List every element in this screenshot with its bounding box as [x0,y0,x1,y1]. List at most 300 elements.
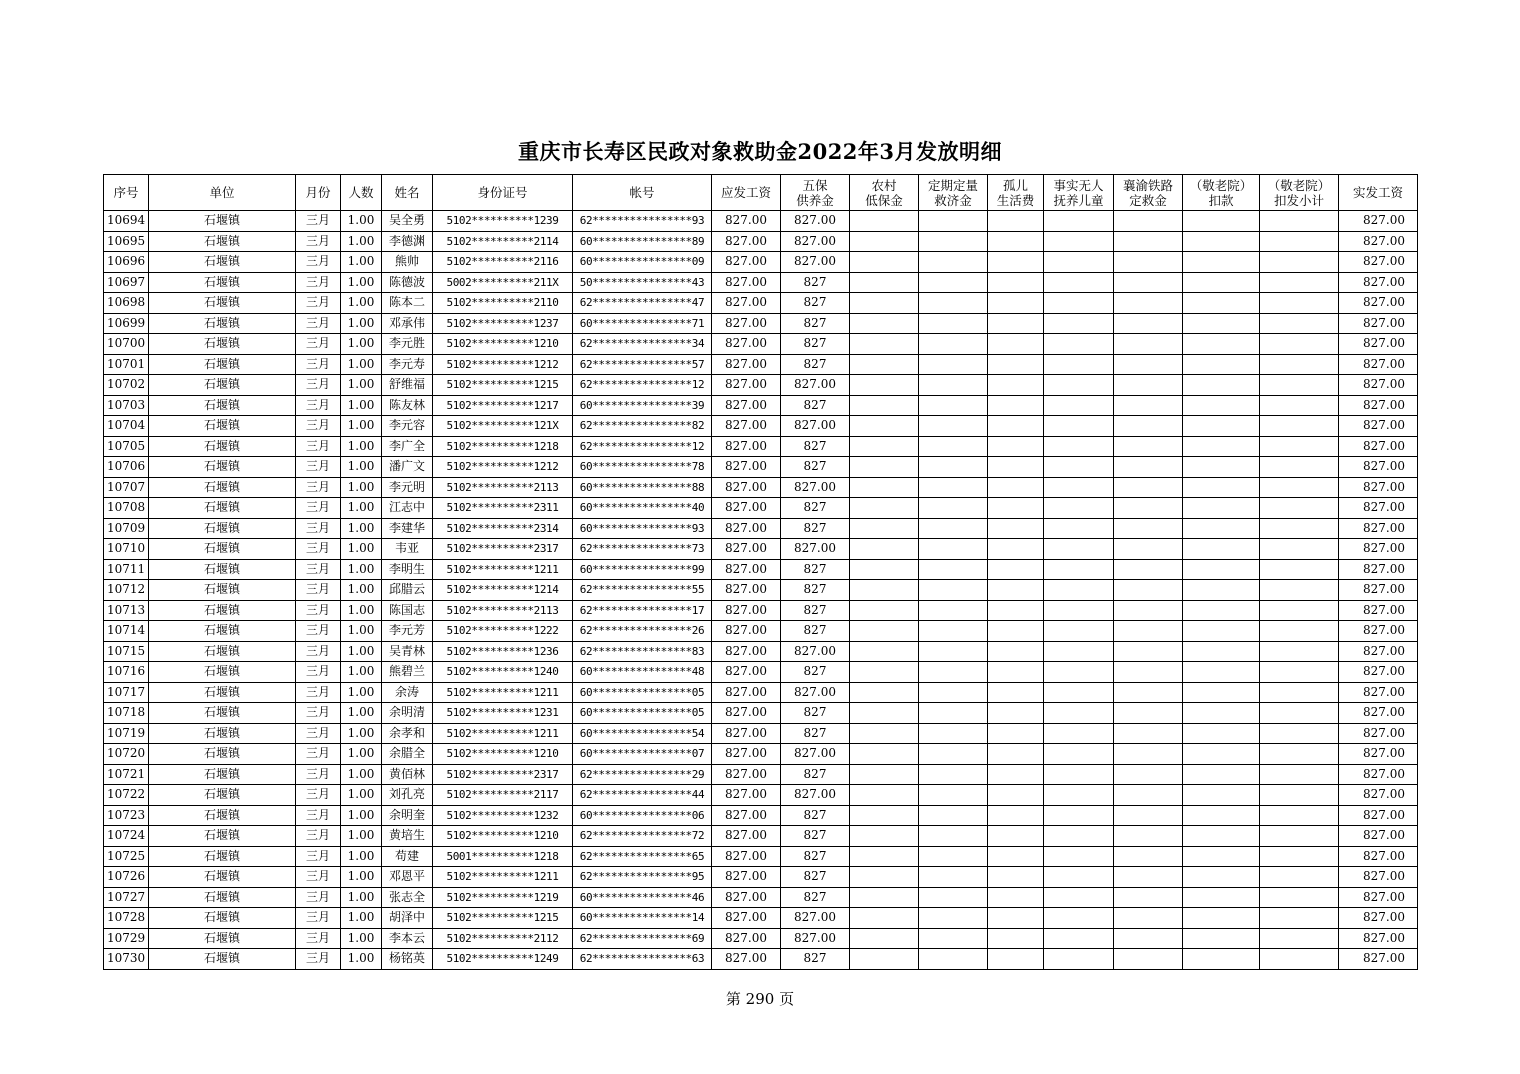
cell-account: 62****************12 [573,375,712,396]
cell-seq: 10727 [104,887,149,908]
cell-account: 62****************34 [573,334,712,355]
cell-net-pay: 827.00 [1339,662,1418,683]
cell-account: 60****************07 [573,744,712,765]
column-header [1183,175,1260,211]
cell-account: 62****************82 [573,416,712,437]
table-row [104,928,1418,949]
cell-seq: 10699 [104,313,149,334]
cell-fixed-relief [919,518,988,539]
cell-month: 三月 [296,949,341,970]
cell-name: 李建华 [382,518,433,539]
cell-count: 1.00 [341,518,382,539]
cell-rural-dibao [850,785,919,806]
cell-id-number: 5102**********1210 [433,826,573,847]
column-header-text: 姓名 [394,185,420,200]
cell-month: 三月 [296,252,341,273]
cell-month: 三月 [296,867,341,888]
cell-fixed-relief [919,436,988,457]
cell-account: 62****************65 [573,846,712,867]
cell-de-facto-unsupported-child [1044,354,1114,375]
cell-payable: 827.00 [712,416,781,437]
cell-fixed-relief [919,211,988,232]
table-row [104,703,1418,724]
cell-seq: 10721 [104,764,149,785]
cell-payable: 827.00 [712,826,781,847]
cell-orphan-living [988,867,1044,888]
cell-de-facto-unsupported-child [1044,293,1114,314]
cell-de-facto-unsupported-child [1044,805,1114,826]
cell-fixed-relief [919,231,988,252]
cell-month: 三月 [296,682,341,703]
cell-count: 1.00 [341,231,382,252]
table-row [104,518,1418,539]
cell-nursing-home-deduction-subtotal [1260,252,1339,273]
cell-net-pay: 827.00 [1339,252,1418,273]
cell-xiangyu-railway-relief [1114,477,1183,498]
cell-seq: 10730 [104,949,149,970]
cell-orphan-living [988,313,1044,334]
cell-payable: 827.00 [712,887,781,908]
cell-count: 1.00 [341,436,382,457]
cell-net-pay: 827.00 [1339,785,1418,806]
cell-nursing-home-deduction-subtotal [1260,477,1339,498]
cell-month: 三月 [296,354,341,375]
cell-seq: 10711 [104,559,149,580]
cell-orphan-living [988,272,1044,293]
cell-fixed-relief [919,641,988,662]
cell-five-guarantee: 827 [781,867,850,888]
cell-rural-dibao [850,682,919,703]
cell-five-guarantee: 827 [781,826,850,847]
cell-id-number: 5102**********2112 [433,928,573,949]
cell-rural-dibao [850,539,919,560]
cell-month: 三月 [296,908,341,929]
cell-seq: 10708 [104,498,149,519]
cell-rural-dibao [850,744,919,765]
cell-unit: 石堰镇 [149,908,296,929]
cell-orphan-living [988,252,1044,273]
cell-de-facto-unsupported-child [1044,662,1114,683]
cell-nursing-home-deduction [1183,580,1260,601]
cell-net-pay: 827.00 [1339,416,1418,437]
cell-net-pay: 827.00 [1339,231,1418,252]
cell-net-pay: 827.00 [1339,723,1418,744]
column-header-text: 低保金 [865,192,903,208]
cell-fixed-relief [919,764,988,785]
cell-nursing-home-deduction [1183,416,1260,437]
cell-id-number: 5102**********2317 [433,539,573,560]
cell-id-number: 5102**********1211 [433,682,573,703]
cell-xiangyu-railway-relief [1114,949,1183,970]
table-header-row [104,175,1418,211]
cell-five-guarantee: 827.00 [781,928,850,949]
cell-nursing-home-deduction [1183,375,1260,396]
cell-xiangyu-railway-relief [1114,252,1183,273]
cell-orphan-living [988,518,1044,539]
column-header [919,175,988,211]
cell-month: 三月 [296,764,341,785]
cell-xiangyu-railway-relief [1114,231,1183,252]
cell-seq: 10695 [104,231,149,252]
cell-orphan-living [988,457,1044,478]
page-title: 重庆市长寿区民政对象救助金2022年3月发放明细 [517,139,1003,164]
cell-payable: 827.00 [712,723,781,744]
cell-xiangyu-railway-relief [1114,621,1183,642]
column-header-text: 月份 [305,185,331,200]
table-row [104,764,1418,785]
column-header-text: 序号 [113,185,139,200]
cell-five-guarantee: 827.00 [781,539,850,560]
cell-fixed-relief [919,457,988,478]
cell-account: 60****************05 [573,703,712,724]
cell-account: 60****************39 [573,395,712,416]
cell-seq: 10707 [104,477,149,498]
cell-xiangyu-railway-relief [1114,272,1183,293]
cell-name: 熊碧兰 [382,662,433,683]
cell-name: 余孝和 [382,723,433,744]
cell-count: 1.00 [341,928,382,949]
cell-five-guarantee: 827 [781,313,850,334]
table-row [104,416,1418,437]
cell-orphan-living [988,580,1044,601]
column-header-text: 身份证号 [477,185,528,200]
cell-orphan-living [988,539,1044,560]
cell-name: 陈国志 [382,600,433,621]
table-row [104,211,1418,232]
table-row [104,744,1418,765]
cell-unit: 石堰镇 [149,375,296,396]
cell-five-guarantee: 827 [781,498,850,519]
cell-rural-dibao [850,395,919,416]
cell-account: 62****************72 [573,826,712,847]
table-row [104,559,1418,580]
cell-month: 三月 [296,600,341,621]
cell-nursing-home-deduction [1183,641,1260,662]
cell-name: 韦亚 [382,539,433,560]
cell-de-facto-unsupported-child [1044,416,1114,437]
cell-fixed-relief [919,600,988,621]
cell-net-pay: 827.00 [1339,580,1418,601]
cell-nursing-home-deduction [1183,621,1260,642]
cell-count: 1.00 [341,764,382,785]
cell-rural-dibao [850,272,919,293]
cell-orphan-living [988,231,1044,252]
cell-orphan-living [988,621,1044,642]
cell-de-facto-unsupported-child [1044,272,1114,293]
cell-unit: 石堰镇 [149,518,296,539]
cell-count: 1.00 [341,334,382,355]
cell-seq: 10713 [104,600,149,621]
cell-fixed-relief [919,908,988,929]
cell-net-pay: 827.00 [1339,272,1418,293]
cell-name: 余腊全 [382,744,433,765]
cell-de-facto-unsupported-child [1044,498,1114,519]
cell-de-facto-unsupported-child [1044,539,1114,560]
cell-account: 62****************93 [573,211,712,232]
cell-net-pay: 827.00 [1339,436,1418,457]
cell-rural-dibao [850,231,919,252]
cell-xiangyu-railway-relief [1114,764,1183,785]
cell-nursing-home-deduction [1183,252,1260,273]
cell-payable: 827.00 [712,785,781,806]
cell-five-guarantee: 827 [781,621,850,642]
cell-five-guarantee: 827.00 [781,682,850,703]
cell-unit: 石堰镇 [149,641,296,662]
cell-orphan-living [988,805,1044,826]
cell-orphan-living [988,908,1044,929]
table-row [104,457,1418,478]
cell-seq: 10714 [104,621,149,642]
cell-payable: 827.00 [712,518,781,539]
cell-xiangyu-railway-relief [1114,600,1183,621]
cell-nursing-home-deduction-subtotal [1260,846,1339,867]
cell-nursing-home-deduction [1183,293,1260,314]
cell-rural-dibao [850,354,919,375]
cell-seq: 10715 [104,641,149,662]
cell-name: 黄培生 [382,826,433,847]
cell-payable: 827.00 [712,211,781,232]
cell-count: 1.00 [341,313,382,334]
cell-nursing-home-deduction-subtotal [1260,826,1339,847]
cell-net-pay: 827.00 [1339,293,1418,314]
cell-rural-dibao [850,293,919,314]
cell-payable: 827.00 [712,313,781,334]
cell-id-number: 5102**********2314 [433,518,573,539]
cell-payable: 827.00 [712,580,781,601]
cell-month: 三月 [296,436,341,457]
cell-fixed-relief [919,826,988,847]
cell-net-pay: 827.00 [1339,334,1418,355]
cell-fixed-relief [919,498,988,519]
cell-seq: 10718 [104,703,149,724]
cell-nursing-home-deduction-subtotal [1260,211,1339,232]
cell-xiangyu-railway-relief [1114,928,1183,949]
cell-xiangyu-railway-relief [1114,826,1183,847]
table-row [104,580,1418,601]
cell-xiangyu-railway-relief [1114,805,1183,826]
cell-five-guarantee: 827 [781,395,850,416]
cell-count: 1.00 [341,744,382,765]
cell-nursing-home-deduction [1183,539,1260,560]
cell-id-number: 5102**********1214 [433,580,573,601]
column-header [341,175,382,211]
column-header-text: 抚养儿童 [1053,192,1104,208]
cell-account: 60****************09 [573,252,712,273]
cell-orphan-living [988,600,1044,621]
column-header [988,175,1044,211]
cell-month: 三月 [296,539,341,560]
cell-fixed-relief [919,477,988,498]
cell-unit: 石堰镇 [149,703,296,724]
cell-nursing-home-deduction [1183,436,1260,457]
cell-unit: 石堰镇 [149,682,296,703]
table-row [104,272,1418,293]
cell-id-number: 5102**********1210 [433,334,573,355]
cell-payable: 827.00 [712,908,781,929]
cell-payable: 827.00 [712,457,781,478]
table-row [104,375,1418,396]
cell-orphan-living [988,477,1044,498]
cell-account: 60****************99 [573,559,712,580]
cell-name: 张志全 [382,887,433,908]
cell-seq: 10729 [104,928,149,949]
cell-seq: 10703 [104,395,149,416]
column-header-text: 襄渝铁路 [1122,177,1173,193]
cell-xiangyu-railway-relief [1114,703,1183,724]
cell-orphan-living [988,703,1044,724]
cell-count: 1.00 [341,805,382,826]
cell-seq: 10722 [104,785,149,806]
cell-seq: 10706 [104,457,149,478]
cell-nursing-home-deduction-subtotal [1260,498,1339,519]
cell-nursing-home-deduction [1183,272,1260,293]
column-header [1339,175,1418,211]
cell-id-number: 5102**********2113 [433,600,573,621]
cell-month: 三月 [296,272,341,293]
cell-count: 1.00 [341,416,382,437]
cell-payable: 827.00 [712,436,781,457]
cell-count: 1.00 [341,559,382,580]
cell-xiangyu-railway-relief [1114,641,1183,662]
cell-nursing-home-deduction-subtotal [1260,908,1339,929]
table-row [104,785,1418,806]
cell-count: 1.00 [341,949,382,970]
cell-id-number: 5102**********1218 [433,436,573,457]
cell-rural-dibao [850,313,919,334]
cell-payable: 827.00 [712,949,781,970]
cell-net-pay: 827.00 [1339,764,1418,785]
cell-rural-dibao [850,211,919,232]
column-header-text: 扣发小计 [1273,192,1324,208]
cell-five-guarantee: 827 [781,272,850,293]
cell-xiangyu-railway-relief [1114,846,1183,867]
cell-id-number: 5102**********1211 [433,867,573,888]
table-row [104,723,1418,744]
cell-nursing-home-deduction-subtotal [1260,313,1339,334]
cell-orphan-living [988,293,1044,314]
cell-unit: 石堰镇 [149,559,296,580]
cell-account: 60****************88 [573,477,712,498]
cell-nursing-home-deduction [1183,723,1260,744]
cell-net-pay: 827.00 [1339,949,1418,970]
cell-unit: 石堰镇 [149,949,296,970]
cell-month: 三月 [296,662,341,683]
cell-net-pay: 827.00 [1339,518,1418,539]
cell-net-pay: 827.00 [1339,313,1418,334]
cell-net-pay: 827.00 [1339,559,1418,580]
table-row [104,477,1418,498]
cell-unit: 石堰镇 [149,211,296,232]
cell-xiangyu-railway-relief [1114,908,1183,929]
cell-five-guarantee: 827 [781,703,850,724]
cell-nursing-home-deduction-subtotal [1260,723,1339,744]
cell-nursing-home-deduction [1183,313,1260,334]
cell-id-number: 5102**********1231 [433,703,573,724]
cell-id-number: 5102**********1211 [433,559,573,580]
cell-id-number: 5102**********2113 [433,477,573,498]
cell-net-pay: 827.00 [1339,457,1418,478]
cell-name: 吴全勇 [382,211,433,232]
cell-payable: 827.00 [712,641,781,662]
cell-five-guarantee: 827 [781,949,850,970]
cell-name: 江志中 [382,498,433,519]
cell-nursing-home-deduction [1183,600,1260,621]
cell-nursing-home-deduction [1183,211,1260,232]
cell-rural-dibao [850,621,919,642]
cell-month: 三月 [296,416,341,437]
column-header [382,175,433,211]
cell-name: 舒维福 [382,375,433,396]
column-header [1114,175,1183,211]
cell-seq: 10717 [104,682,149,703]
cell-fixed-relief [919,395,988,416]
cell-count: 1.00 [341,826,382,847]
column-header [1044,175,1114,211]
cell-de-facto-unsupported-child [1044,641,1114,662]
table-row [104,641,1418,662]
cell-net-pay: 827.00 [1339,354,1418,375]
cell-de-facto-unsupported-child [1044,908,1114,929]
cell-month: 三月 [296,559,341,580]
cell-rural-dibao [850,908,919,929]
cell-payable: 827.00 [712,600,781,621]
cell-xiangyu-railway-relief [1114,662,1183,683]
cell-five-guarantee: 827 [781,723,850,744]
cell-payable: 827.00 [712,703,781,724]
cell-month: 三月 [296,395,341,416]
cell-id-number: 5102**********2311 [433,498,573,519]
cell-rural-dibao [850,436,919,457]
cell-net-pay: 827.00 [1339,641,1418,662]
cell-five-guarantee: 827 [781,436,850,457]
cell-five-guarantee: 827 [781,457,850,478]
cell-name: 李德渊 [382,231,433,252]
cell-name: 杨铭英 [382,949,433,970]
cell-xiangyu-railway-relief [1114,682,1183,703]
cell-nursing-home-deduction-subtotal [1260,457,1339,478]
cell-name: 李元胜 [382,334,433,355]
column-header-text: 事实无人 [1053,177,1104,193]
cell-rural-dibao [850,498,919,519]
cell-seq: 10710 [104,539,149,560]
cell-unit: 石堰镇 [149,477,296,498]
cell-id-number: 5102**********1239 [433,211,573,232]
cell-xiangyu-railway-relief [1114,375,1183,396]
column-header-text: 救济金 [934,192,972,208]
cell-payable: 827.00 [712,539,781,560]
cell-month: 三月 [296,887,341,908]
cell-id-number: 5102**********1219 [433,887,573,908]
cell-orphan-living [988,354,1044,375]
cell-five-guarantee: 827 [781,662,850,683]
cell-xiangyu-railway-relief [1114,518,1183,539]
cell-seq: 10697 [104,272,149,293]
column-header [104,175,149,211]
cell-net-pay: 827.00 [1339,621,1418,642]
cell-nursing-home-deduction [1183,662,1260,683]
cell-rural-dibao [850,826,919,847]
cell-rural-dibao [850,662,919,683]
cell-de-facto-unsupported-child [1044,826,1114,847]
cell-de-facto-unsupported-child [1044,744,1114,765]
cell-orphan-living [988,723,1044,744]
cell-account: 60****************14 [573,908,712,929]
cell-unit: 石堰镇 [149,580,296,601]
cell-name: 陈友林 [382,395,433,416]
cell-fixed-relief [919,354,988,375]
cell-fixed-relief [919,252,988,273]
cell-nursing-home-deduction-subtotal [1260,539,1339,560]
